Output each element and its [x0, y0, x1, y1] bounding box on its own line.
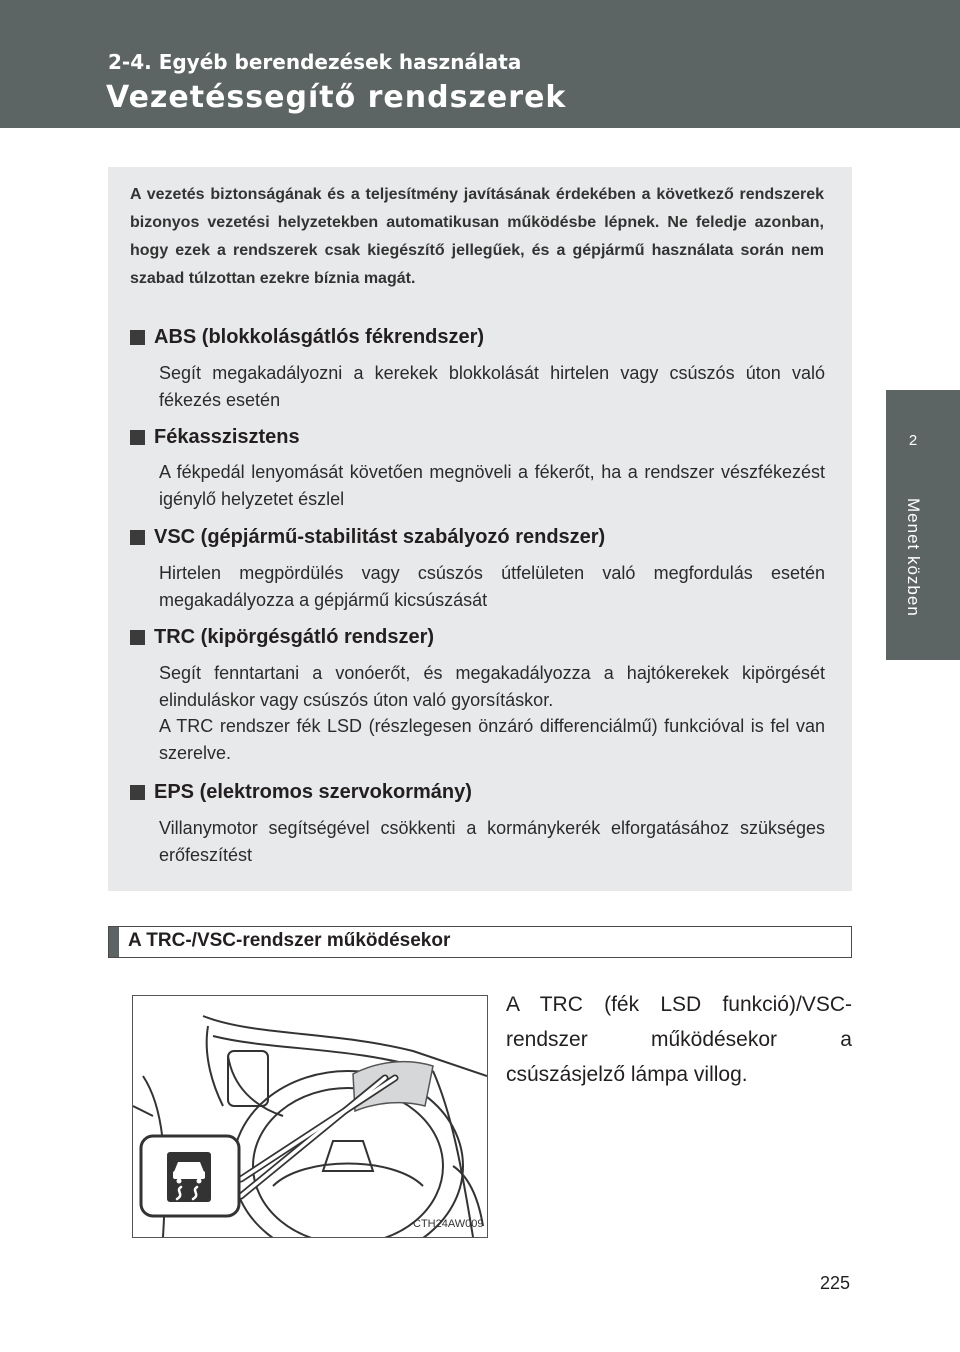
feature-heading-text: VSC (gépjármű-stabilitást szabályozó rendszer)	[154, 526, 606, 548]
feature-heading-text: ABS (blokkolásgátlós fékrendszer)	[154, 326, 485, 348]
page-title: Vezetéssegítő rendszerek	[106, 80, 567, 115]
trc-description: A TRC (fék LSD funkció)/VSC-rendszer működésekor a csúszásjelző lámpa villog.	[506, 993, 852, 1086]
chapter-side-tab	[886, 390, 960, 660]
feature-heading-abs	[130, 326, 484, 349]
heading-accent	[109, 927, 119, 957]
feature-heading-eps	[130, 781, 472, 804]
chapter-label: Menet közben	[904, 498, 923, 617]
trc-heading-text: A TRC-/VSC-rendszer működésekor	[128, 930, 451, 951]
feature-heading-trc	[130, 626, 434, 649]
feature-heading-text: EPS (elektromos szervokormány)	[154, 781, 472, 803]
trc-section-heading	[108, 926, 852, 958]
feature-desc-trc-lsd: A TRC rendszer fék LSD (részlegesen önzáró differenciálmű) funkcióval is fel van szerelve.	[159, 716, 825, 763]
feature-heading-text: Fékasszisztens	[154, 426, 300, 448]
square-bullet-icon	[130, 530, 145, 545]
intro-paragraph: A vezetés biztonságának és a teljesítmény javításának érdekében a következő rendszerek bizonyos vezetési helyzetekben automatikusan működésbe lépnek. Ne feledje azonban, hogy ezek a rendszerek csak kiegészítő jellegűek, és a gépjármű használata során nem szabad túlzottan ezekre bíznia magát.	[130, 186, 824, 287]
feature-desc-brake-assist: A fékpedál lenyomását követően megnöveli a fékerőt, ha a rendszer vészfékezést igénylő helyzetet észlel	[159, 462, 825, 509]
chapter-number: 2	[908, 432, 918, 449]
feature-heading-vsc	[130, 526, 605, 549]
dashboard-drawing	[133, 996, 487, 1237]
feature-heading-text: TRC (kipörgésgátló rendszer)	[154, 626, 435, 648]
square-bullet-icon	[130, 330, 145, 345]
feature-desc-abs: Segít megakadályozni a kerekek blokkolását hirtelen vagy csúszós úton való fékezés esetén	[159, 363, 825, 410]
square-bullet-icon	[130, 630, 145, 645]
page-number: 225	[820, 1273, 851, 1293]
feature-desc-vsc: Hirtelen megpördülés vagy csúszós útfelületen való megfordulás esetén megakadályozza a gépjármű kicsúszását	[159, 563, 825, 610]
square-bullet-icon	[130, 785, 145, 800]
dashboard-illustration	[132, 995, 488, 1238]
section-label: 2-4. Egyéb berendezések használata	[108, 50, 522, 74]
feature-desc-eps: Villanymotor segítségével csökkenti a kormánykerék elforgatásához szükséges erőfeszítést	[159, 818, 825, 865]
image-code: CTH24AW009	[413, 1218, 484, 1230]
info-box	[108, 167, 852, 891]
header-band	[0, 0, 960, 128]
feature-heading-brake-assist	[130, 426, 300, 449]
feature-desc-trc: Segít fenntartani a vonóerőt, és megakadályozza a hajtókerekek kipörgését elinduláskor vagy csúszós úton való gyorsításkor.	[159, 663, 825, 710]
square-bullet-icon	[130, 430, 145, 445]
